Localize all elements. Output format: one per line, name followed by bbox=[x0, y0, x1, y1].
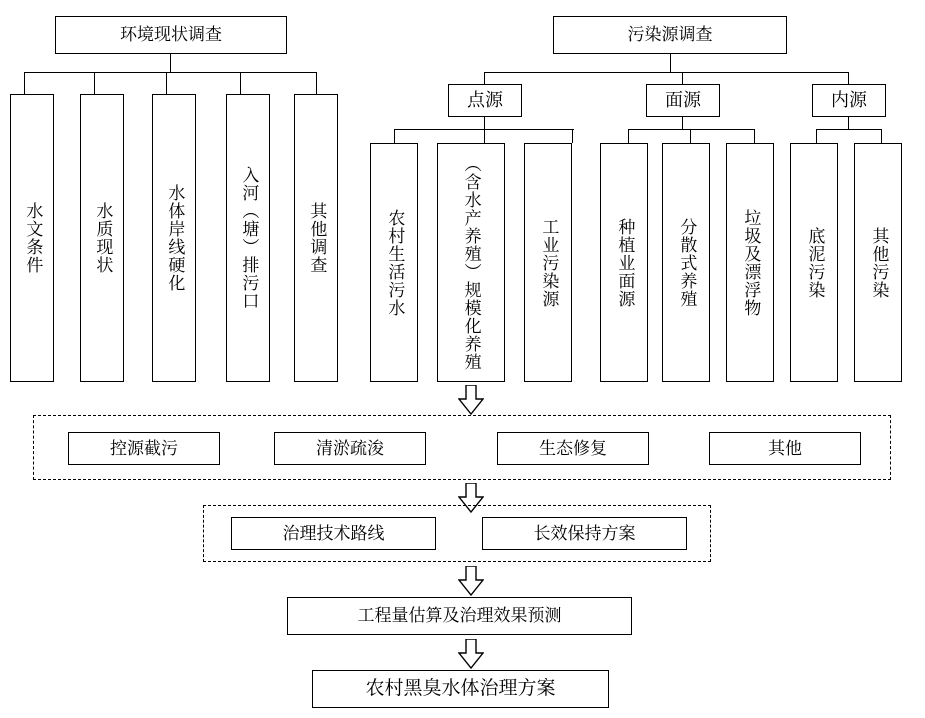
node-hydrology[interactable] bbox=[10, 94, 54, 382]
node-other-pollution[interactable] bbox=[854, 143, 902, 382]
node-rural-sewage[interactable] bbox=[370, 143, 418, 382]
node-estimate[interactable]: 工程量估算及治理效果预测 bbox=[287, 597, 632, 635]
connector-env-drop-2 bbox=[94, 72, 95, 94]
node-tech-route[interactable]: 治理技术路线 bbox=[231, 517, 436, 550]
node-env-survey[interactable]: 环境现状调查 bbox=[55, 16, 287, 54]
connector-env-drop-1 bbox=[24, 72, 25, 94]
node-long-term[interactable]: 长效保持方案 bbox=[482, 517, 687, 550]
node-planting[interactable] bbox=[600, 143, 648, 382]
node-outfall-label: 入河（塘）排污口 bbox=[239, 166, 259, 310]
connector-env-stem bbox=[170, 54, 171, 72]
node-water-quality[interactable] bbox=[80, 94, 124, 382]
node-area-source[interactable]: 面源 bbox=[646, 84, 720, 117]
node-sediment-label: 底泥污染 bbox=[805, 226, 825, 299]
node-result[interactable]: 农村黑臭水体治理方案 bbox=[312, 670, 609, 708]
node-outfall[interactable] bbox=[226, 94, 270, 382]
connector-area-drop-3 bbox=[754, 129, 755, 143]
connector-internal-stem bbox=[848, 117, 849, 129]
connector-env-bus bbox=[24, 72, 317, 73]
node-rural-sewage-label: 农村生活污水 bbox=[385, 208, 405, 317]
arrow-down-measures bbox=[458, 385, 484, 415]
connector-area-drop-1 bbox=[628, 129, 629, 143]
node-pollution-survey[interactable]: 污染源调查 bbox=[553, 16, 787, 54]
node-scattered-breeding-label: 分散式养殖 bbox=[677, 217, 697, 308]
node-garbage-label: 垃圾及漂浮物 bbox=[741, 208, 761, 317]
connector-pollution-stem bbox=[670, 54, 671, 72]
node-shoreline-label: 水体岸线硬化 bbox=[165, 184, 185, 292]
node-other-measure[interactable]: 其他 bbox=[709, 432, 861, 465]
connector-env-drop-5 bbox=[316, 72, 317, 94]
node-point-source[interactable]: 点源 bbox=[448, 84, 522, 117]
connector-point-drop-3 bbox=[572, 129, 573, 143]
connector-env-drop-4 bbox=[240, 72, 241, 94]
connector-pollution-drop-point bbox=[484, 72, 485, 84]
connector-point-stem bbox=[484, 117, 485, 129]
node-other-survey-label: 其他调查 bbox=[307, 202, 327, 274]
connector-area-drop-2 bbox=[690, 129, 691, 143]
connector-area-stem bbox=[682, 117, 683, 129]
node-garbage[interactable] bbox=[726, 143, 774, 382]
connector-internal-drop-2 bbox=[881, 129, 882, 143]
node-scattered-breeding[interactable] bbox=[662, 143, 710, 382]
node-scale-aquaculture[interactable] bbox=[437, 143, 505, 382]
node-industrial-label: 工业污染源 bbox=[539, 217, 559, 308]
node-internal-source[interactable]: 内源 bbox=[812, 84, 886, 117]
node-other-survey[interactable] bbox=[294, 94, 338, 382]
connector-point-drop-2 bbox=[484, 129, 485, 143]
node-planting-label: 种植业面源 bbox=[615, 217, 635, 308]
node-sediment[interactable] bbox=[790, 143, 838, 382]
node-shoreline[interactable] bbox=[152, 94, 196, 382]
connector-pollution-bus bbox=[484, 72, 849, 73]
node-source-control[interactable]: 控源截污 bbox=[68, 432, 220, 465]
connector-internal-bus bbox=[816, 129, 882, 130]
arrow-down-result bbox=[458, 639, 484, 669]
connector-internal-drop-1 bbox=[816, 129, 817, 143]
node-other-pollution-label: 其他污染 bbox=[869, 226, 889, 299]
connector-pollution-drop-area bbox=[682, 72, 683, 84]
node-water-quality-label: 水质现状 bbox=[93, 202, 113, 274]
node-scale-aquaculture-label: （含水产养殖）规模化养殖 bbox=[461, 154, 481, 371]
connector-point-drop-1 bbox=[394, 129, 395, 143]
node-hydrology-label: 水文条件 bbox=[23, 202, 43, 274]
node-industrial[interactable] bbox=[524, 143, 572, 382]
node-eco-restoration[interactable]: 生态修复 bbox=[497, 432, 649, 465]
connector-env-drop-3 bbox=[166, 72, 167, 94]
arrow-down-estimate bbox=[458, 566, 484, 596]
node-dredging[interactable]: 清淤疏浚 bbox=[274, 432, 426, 465]
connector-pollution-drop-internal bbox=[848, 72, 849, 84]
